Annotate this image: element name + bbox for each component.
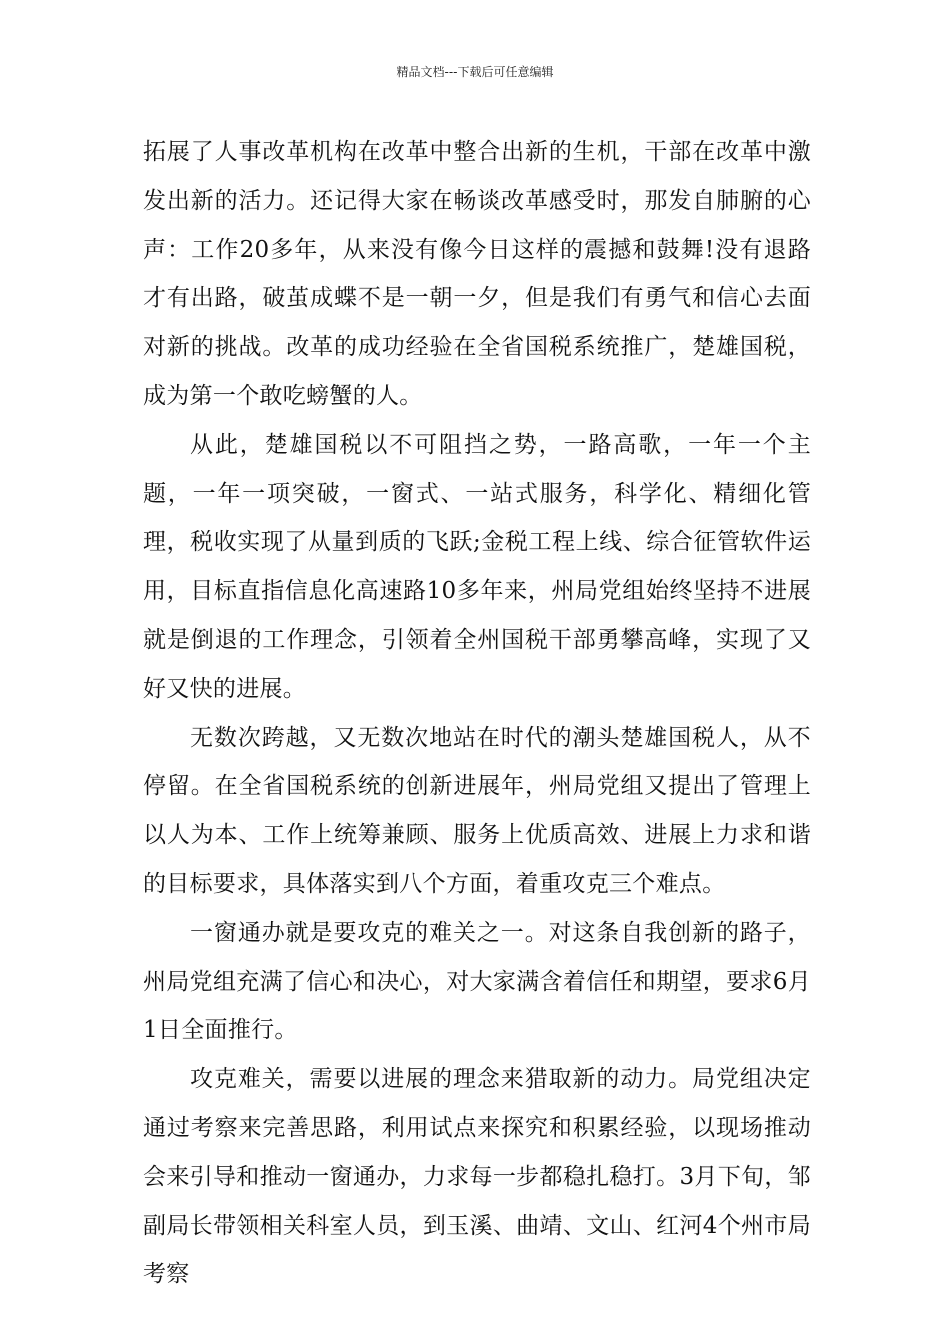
page-header: 精品文档---下载后可任意编辑 bbox=[396, 65, 554, 79]
paragraph-3: 无数次跨越，又无数次地站在时代的潮头楚雄国税人，从不停留。在全省国税系统的创新进展年，州局党组又提出了管理上以人为本、工作上统筹兼顾、服务上优质高效、进展上力求和谐的目标要求，具体落实到八个方面，着重攻克三个难点。 bbox=[143, 724, 811, 897]
document-body bbox=[143, 128, 811, 1299]
paragraph-5: 攻克难关，需要以进展的理念来猎取新的动力。局党组决定通过考察来完善思路，利用试点来探究和积累经验，以现场推动会来引导和推动一窗通办，力求每一步都稳扎稳打。3月下旬，邹副局长带领相关科室人员，到玉溪、曲靖、文山、红河4个州市局考察 bbox=[143, 1066, 811, 1288]
paragraph-4: 一窗通办就是要攻克的难关之一。对这条自我创新的路子，州局党组充满了信心和决心，对大家满含着信任和期望，要求6月1日全面推行。 bbox=[143, 919, 811, 1044]
paragraph-2: 从此，楚雄国税以不可阻挡之势，一路高歌，一年一个主题，一年一项突破，一窗式、一站式服务，科学化、精细化管理，税收实现了从量到质的飞跃;金税工程上线、综合征管软件运用，目标直指信息化高速路10多年来，州局党组始终坚持不进展就是倒退的工作理念，引领着全州国税干部勇攀高峰，实现了又好又快的进展。 bbox=[143, 431, 811, 702]
paragraph-1: 拓展了人事改革机构在改革中整合出新的生机，干部在改革中激发出新的活力。还记得大家在畅谈改革感受时，那发自肺腑的心声：工作20多年，从来没有像今日这样的震撼和鼓舞!没有退路才有出路，破茧成蝶不是一朝一夕，但是我们有勇气和信心去面对新的挑战。改革的成功经验在全省国税系统推广，楚雄国税，成为第一个敢吃螃蟹的人。 bbox=[143, 139, 811, 409]
